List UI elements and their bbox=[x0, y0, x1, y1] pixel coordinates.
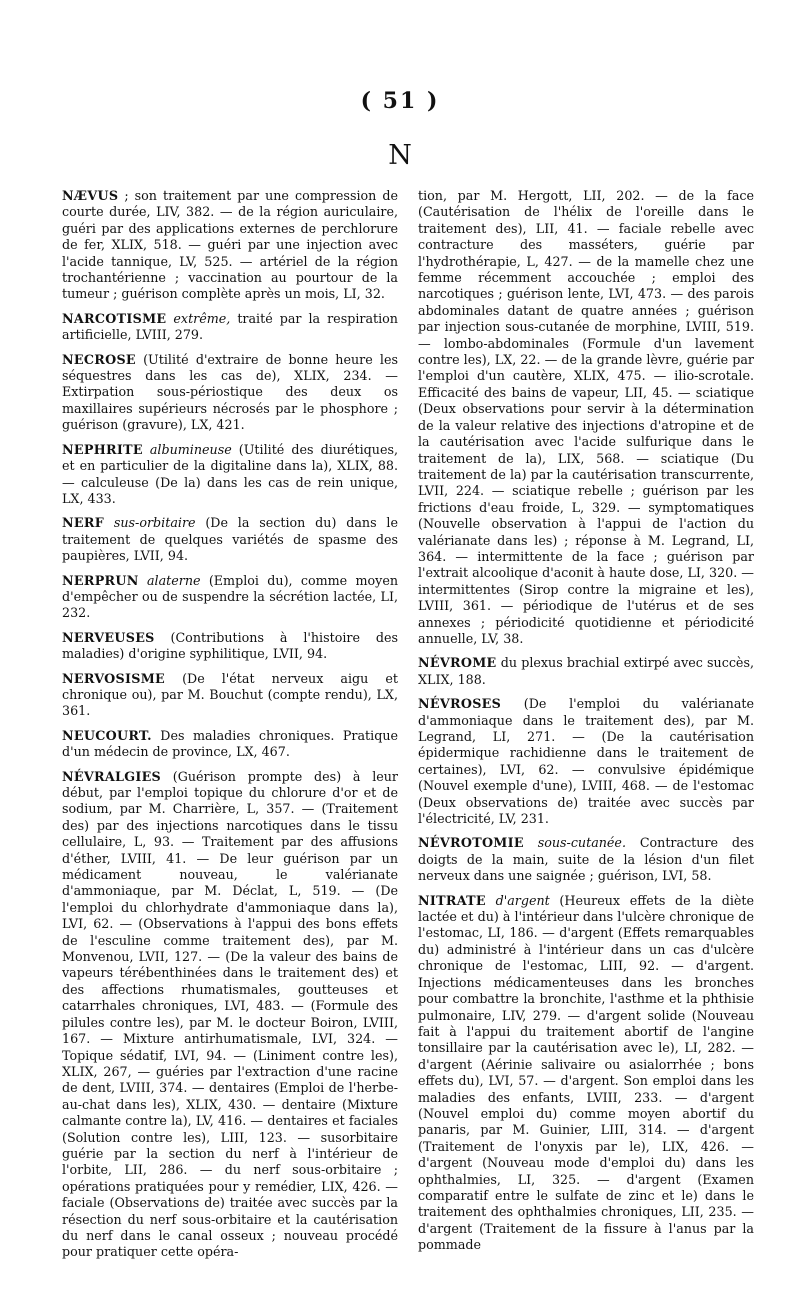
index-entry bbox=[62, 515, 398, 564]
entry-text: traité par la respiration artificielle, LVIII, 279. bbox=[62, 310, 398, 343]
entry-qualifier: alaterne bbox=[138, 572, 201, 588]
entry-headword: NERVOSISME bbox=[62, 670, 166, 686]
entry-text: (De la section du) dans le traitement de quelques variétés de spasme des paupières, LVII, 94. bbox=[62, 515, 398, 564]
entry-headword: NERF bbox=[62, 515, 105, 531]
entry-headword: NÉVROME bbox=[418, 655, 497, 671]
index-entry bbox=[62, 769, 398, 1261]
entry-text: Contracture des doigts de la main, suite de la lésion d'un filet nerveux dans une saignée ; guérison, LVI, 58. bbox=[418, 835, 754, 884]
entry-headword: NECROSE bbox=[62, 351, 136, 367]
entry-text: ; son traitement par une compression de courte durée, LIV, 382. — de la région auriculaire, guéri par des applications externes de perchlorure de fer, XLIX, 518. — guéri par une injection avec l'acide tannique, LV, 525. — artériel de la région trochantérienne ; vaccination au pourtour de la tumeur ; guérison complète après un mois, LI, 32. bbox=[62, 188, 398, 302]
index-entry bbox=[418, 696, 754, 827]
index-entry bbox=[418, 188, 754, 647]
entry-headword: NÆVUS bbox=[62, 188, 119, 203]
entry-text: (Utilité d'extraire de bonne heure les séquestres dans les cas de), XLIX, 234. — Extirpation sous-périostique des deux os maxillaires supérieurs nécrosés par le phosphore ; guérison (gravure), LX, 421. bbox=[62, 351, 398, 433]
index-entry bbox=[62, 352, 398, 434]
entry-headword: NERVEUSES bbox=[62, 629, 155, 645]
entry-text: (De l'état nerveux aigu et chronique ou), par M. Bouchut (compte rendu), LX, 361. bbox=[62, 670, 398, 719]
entry-text: (Heureux effets de la diète lactée et du) à l'intérieur dans l'ulcère chronique de l'estomac, LI, 186. — d'argent (Effets remarquables du) administré à l'intérieur dans un cas d'ulcère chronique de l'estomac, LIII, 92. — d'argent. Injections médicamenteuses dans les bronches pour combattre la bronchite, l'asthme et la phthisie pulmonaire, LIV, 279. — d'argent solide (Nouveau fait à l'appui du traitement abortif de l'angine tonsillaire par la cautérisation avec le), LI, 282. — d'argent (Aérinie salivaire ou asialorrhée ; bons effets du), LVI, 57. — d'argent. Son emploi dans les maladies des enfants, LVIII, 233. — d'argent (Nouvel emploi du) comme moyen abortif du panaris, par M. Guinier, LIII, 314. — d'argent (Traitement de l'onyxis par le), LIX, 426. — d'argent (Nouveau mode d'emploi du) dans les ophthalmies, LI, 325. — d'argent (Examen comparatif entre le sulfate de zinc et le) dans le traitement des ophthalmies chroniques, LII, 235. — d'argent (Traitement de la fissure à l'anus par la pommade bbox=[418, 892, 755, 1253]
entry-qualifier: extrême, bbox=[166, 310, 231, 326]
entry-text: Des maladies chroniques. Pratique d'un médecin de province, LX, 467. bbox=[62, 727, 398, 760]
entry-qualifier: sous-cutanée. bbox=[523, 835, 626, 851]
entry-headword: NARCOTISME bbox=[62, 310, 167, 326]
entry-text: (Guérison prompte des) à leur début, par l'emploi topique du chlorure d'or et de sodium, par M. Charrière, L, 357. — (Traitement des) par des injections narcotiques dans le tissu cellulaire, L, 93. — Traitement par des affusions d'éther, LVIII, 41. — De leur guérison par un médicament nouveau, le valérianate d'ammoniaque, par M. Déclat, L, 519. — (De l'emploi du chlorhydrate d'ammoniaque dans la), LVI, 62. — (Observations à l'appui des bons effets de l'esculine comme traitement des), par M. Monvenou, LVII, 127. — (De la valeur des bains de vapeurs térébenthinées dans le traitement des) et des affections rhumatismales, goutteuses et catarrhales chroniques, LVI, 483. — (Formule des pilules contre les), par M. le docteur Boiron, LVIII, 167. — Mixture antirhumatismale, LVI, 324. — Topique sédatif, LVI, 94. — (Liniment contre les), XLIX, 267, — guéries par l'extraction d'une racine de dent, LVIII, 374. — dentaires (Emploi de l'herbe-au-chat dans les), XLIX, 430. — dentaire (Mixture calmante contre la), LV, 416. — dentaires et faciales (Solution contre les), LIII, 123. — susorbitaire guérie par la section du nerf à l'intérieur de l'orbite, LII, 286. — du nerf sous-orbitaire ; opérations pratiquées pour y remédier, LIX, 426. — faciale (Observations de) traitée avec succès par la résection du nerf sous-orbitaire et la cautérisation du nerf dans le canal osseux ; nouveau procédé pour pratiquer cette opéra- bbox=[62, 768, 398, 1260]
entry-text: (Contributions à l'histoire des maladies) d'origine syphilitique, LVII, 94. bbox=[62, 629, 398, 662]
left-column bbox=[62, 188, 398, 1269]
entry-headword: NEPHRITE bbox=[62, 441, 143, 457]
section-letter: N bbox=[388, 140, 412, 171]
index-entry bbox=[62, 630, 398, 663]
page-number: ( 51 ) bbox=[360, 88, 440, 114]
entry-headword: NITRATE bbox=[418, 892, 486, 908]
index-entry bbox=[62, 188, 398, 303]
index-entry bbox=[418, 893, 754, 1254]
entry-text: du plexus brachial extirpé avec succès, XLIX, 188. bbox=[418, 655, 754, 687]
index-entry bbox=[62, 671, 398, 720]
right-column bbox=[418, 188, 754, 1262]
index-entry bbox=[62, 728, 398, 761]
entry-headword: NÉVROSES bbox=[418, 696, 502, 712]
entry-qualifier: sus-orbitaire bbox=[104, 515, 196, 531]
index-entry bbox=[62, 311, 398, 344]
entry-headword: NÉVRALGIES bbox=[62, 768, 162, 784]
entry-text: (De l'emploi du valérianate d'ammoniaque dans le traitement des), par M. Legrand, LI, 271. — (De la cautérisation épidermique rachidienne dans le traitement de certaines), LVI, 62. — convulsive épidémique (Nouvel exemple d'une), LVIII, 468. — de l'estomac (Deux observations de) traitée avec succès par l'électricité, LV, 231. bbox=[418, 696, 754, 827]
index-entry bbox=[418, 655, 754, 688]
index-entry bbox=[62, 442, 398, 508]
entry-qualifier: albumineuse bbox=[142, 441, 232, 457]
entry-text: (Utilité des diurétiques, et en particulier de la digitaline dans la), XLIX, 88. — calculeuse (De la) dans les cas de rein unique, LX, 433. bbox=[62, 441, 398, 506]
index-entry bbox=[418, 835, 754, 884]
entry-headword: NERPRUN bbox=[62, 572, 139, 588]
entry-qualifier: d'argent bbox=[485, 892, 550, 908]
entry-headword: NEUCOURT. bbox=[62, 727, 152, 743]
entry-headword: NÉVROTOMIE bbox=[418, 835, 524, 851]
index-entry bbox=[62, 573, 398, 622]
entry-text: (Emploi du), comme moyen d'empêcher ou de suspendre la sécrétion lactée, LI, 232. bbox=[62, 572, 399, 621]
entry-text: tion, par M. Hergott, LII, 202. — de la face (Cautérisation de l'hélix de l'oreille dans le traitement des), LII, 41. — faciale rebelle avec contracture des masséters, guérie par l'hydrothérapie, L, 427. — de la mamelle chez une femme récemment accouchée ; emploi des narcotiques ; guérison lente, LVI, 473. — des parois abdominales datant de quatre années ; guérison par injection sous-cutanée de morphine, LVIII, 519. — lombo-abdominales (Formule d'un lavement contre les), LX, 22. — de la grande lèvre, guérie par l'emploi d'un cautère, XLIX, 475. — ilio-scrotale. Efficacité des bains de vapeur, LII, 45. — sciatique (Deux observations pour servir à la détermination de la valeur relative des injections d'atropine et de la cautérisation avec l'acide sulfurique dans le traitement de la), LIX, 568. — sciatique (Du traitement de la) par la cautérisation transcurrente, LVII, 224. — sciatique rebelle ; guérison par les frictions d'eau froide, L, 329. — symptomatiques (Nouvelle observation à l'appui de l'action du valérianate dans les) ; réponse à M. Legrand, LI, 364. — intermittente de la face ; guérison par l'extrait alcoolique d'aconit à haute dose, LI, 320. — intermittentes (Sirop contre la migraine et les), LVIII, 361. — périodique de l'utérus et de ses annexes ; périodicité quotidienne et périodicité annuelle, LV, 38. bbox=[418, 188, 754, 646]
